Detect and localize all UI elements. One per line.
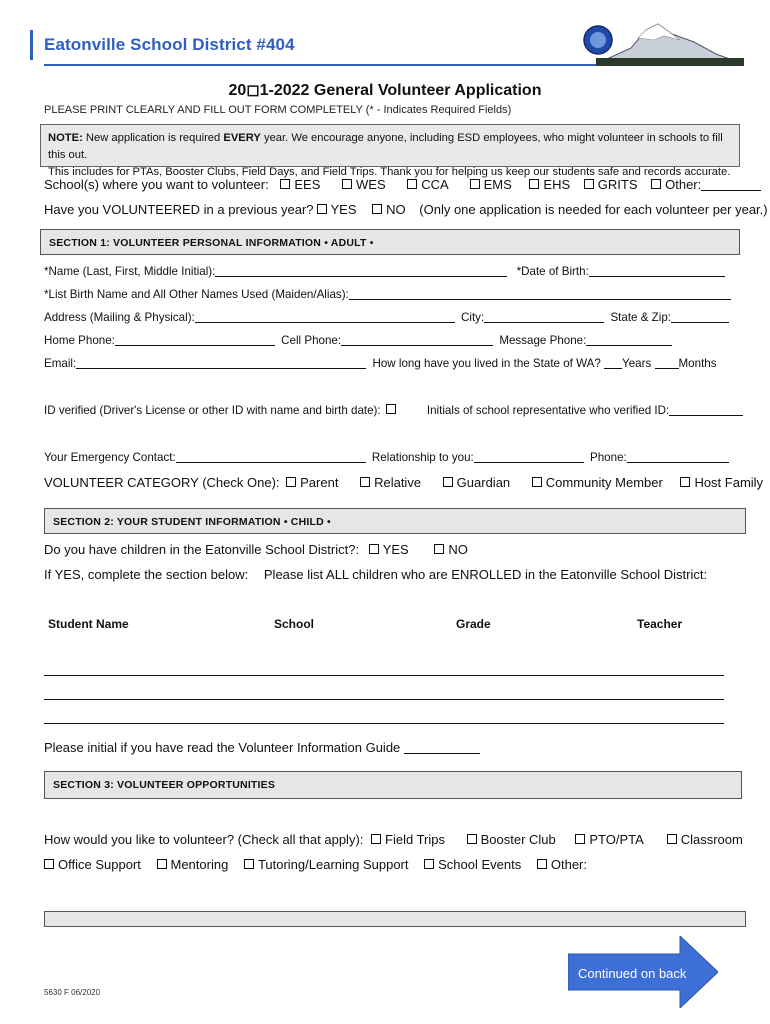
note-label: NOTE: [48,132,83,144]
relationship-label: Relationship to you: [371,451,474,464]
guide-initial-field[interactable] [404,742,480,754]
address-field[interactable] [195,311,455,323]
student-line-1[interactable] [44,675,724,676]
label-ehs: EHS [543,177,571,192]
label-guardian: Guardian [456,475,511,490]
form-number: 5630 F 06/2020 [44,988,101,997]
email-row [44,357,717,370]
label-ems: EMS [483,177,512,192]
label-other-school: Other: [665,177,702,192]
email-field[interactable] [76,357,366,369]
continued-on-back: Continued on back [578,966,687,981]
label-ees: EES [294,177,321,192]
years-label: Years [622,357,652,370]
cell-phone-field[interactable] [341,334,493,346]
section-2-header: SECTION 2: YOUR STUDENT INFORMATION • CHILD • [44,508,746,534]
birth-name-label: *List Birth Name and All Other Names Used (Maiden/Alias): [44,288,349,301]
name-label: *Name (Last, First, Middle Initial): [44,265,216,278]
volunteer-row-1 [44,832,743,847]
city-label: City: [461,311,485,324]
section-3-header: SECTION 3: VOLUNTEER OPPORTUNITIES [44,771,742,799]
emergency-row [44,451,729,464]
category-label: VOLUNTEER CATEGORY (Check One): [44,475,280,490]
label-children-no: NO [448,542,468,557]
label-relative: Relative [374,475,422,490]
address-label: Address (Mailing & Physical): [44,311,195,324]
message-phone-field[interactable] [586,334,672,346]
previous-question: Have you VOLUNTEERED in a previous year? [44,202,314,217]
dob-field[interactable] [589,265,725,277]
guide-row [44,740,480,755]
home-phone-label: Home Phone: [44,334,115,347]
phones-row [44,334,672,347]
volunteer-question: How would you like to volunteer? (Check all that apply): [44,832,364,847]
checkbox-children-no[interactable] [434,544,444,554]
checkbox-classroom[interactable] [667,834,677,844]
label-office-support: Office Support [58,857,141,872]
state-zip-field[interactable] [671,311,729,323]
checkbox-ees[interactable] [280,179,290,189]
id-verified-label: ID verified (Driver's License or other ID with name and birth date): [44,404,381,417]
checkbox-pto-pta[interactable] [575,834,585,844]
label-wes: WES [356,177,386,192]
form-title: 20◻1-2022 General Volunteer Application [228,82,542,99]
email-label: Email: [44,357,77,370]
checkbox-community-member[interactable] [532,477,542,487]
children-row [44,542,468,557]
checkbox-field-trips[interactable] [371,834,381,844]
checkbox-other-volunteer[interactable] [537,859,547,869]
section-4-header-bar [44,911,746,927]
checkbox-previous-yes[interactable] [317,204,327,214]
note-box [40,124,740,178]
checkbox-grits[interactable] [584,179,594,189]
label-children-yes: YES [382,542,409,557]
checkbox-guardian[interactable] [443,477,453,487]
years-field[interactable] [604,357,622,369]
cell-phone-label: Cell Phone: [281,334,342,347]
checkbox-booster-club[interactable] [467,834,477,844]
checkbox-office-support[interactable] [44,859,54,869]
col-grade: Grade [456,617,491,631]
category-row [44,475,763,490]
checkbox-school-events[interactable] [424,859,434,869]
checkbox-relative[interactable] [360,477,370,487]
home-phone-field[interactable] [115,334,275,346]
label-previous-no: NO [386,202,406,217]
address-row [44,311,729,324]
student-line-3[interactable] [44,723,724,724]
children-question: Do you have children in the Eatonville School District?: [44,542,360,557]
label-pto-pta: PTO/PTA [589,832,644,847]
note-text-a: New application is required [85,132,221,144]
label-tutoring: Tutoring/Learning Support [257,857,409,872]
checkbox-tutoring[interactable] [244,859,254,869]
checkbox-host-family[interactable] [680,477,690,487]
checkbox-ems[interactable] [470,179,480,189]
col-student-name: Student Name [48,617,129,631]
checkbox-cca[interactable] [407,179,417,189]
checkbox-id-verified[interactable] [386,404,396,414]
label-classroom: Classroom [680,832,743,847]
volunteer-row-2 [40,857,587,872]
initials-field[interactable] [669,404,743,416]
checkbox-previous-no[interactable] [372,204,382,214]
district-name: Eatonville School District #404 [44,35,295,54]
emergency-label: Your Emergency Contact: [44,451,176,464]
state-zip-label: State & Zip: [610,311,672,324]
label-cca: CCA [421,177,448,192]
initials-label: Initials of school representative who verified ID: [426,404,670,417]
months-label: Months [678,357,717,370]
form-instructions: PLEASE PRINT CLEARLY AND FILL OUT FORM COMPLETELY (* - Indicates Required Fields) [44,104,512,116]
label-field-trips: Field Trips [385,832,445,847]
label-previous-yes: YES [330,202,357,217]
guide-label: Please initial if you have read the Volunteer Information Guide [44,740,401,755]
if-yes-row [44,567,707,582]
col-teacher: Teacher [637,617,683,631]
label-school-events: School Events [438,857,522,872]
label-community-member: Community Member [545,475,663,490]
note-every: EVERY [223,132,261,144]
dob-label: *Date of Birth: [516,265,589,278]
months-field[interactable] [655,357,679,369]
previous-note: (Only one application is needed for each volunteer per year.) [419,202,768,217]
checkbox-parent[interactable] [286,477,296,487]
label-parent: Parent [300,475,339,490]
checkbox-mentoring[interactable] [157,859,167,869]
note-text-c: year. We encourage anyone, including ESD employees, who might volunteer in schools to fill this out. [48,132,723,161]
section-1-header: SECTION 1: VOLUNTEER PERSONAL INFORMATION • ADULT • [40,229,740,255]
label-host-family: Host Family [694,475,764,490]
name-field[interactable] [215,265,507,277]
city-field[interactable] [484,311,604,323]
col-school: School [274,617,315,631]
label-other-volunteer: Other: [550,857,587,872]
label-booster-club: Booster Club [480,832,556,847]
id-row [44,404,743,417]
checkbox-other-school[interactable] [651,179,661,189]
message-phone-label: Message Phone: [499,334,587,347]
checkbox-ehs[interactable] [529,179,539,189]
name-row [44,265,725,278]
list-children-label: Please list ALL children who are ENROLLED in the Eatonville School District: [263,567,708,582]
emergency-phone-field[interactable] [627,451,729,463]
checkbox-wes[interactable] [342,179,352,189]
relationship-field[interactable] [474,451,584,463]
if-yes-label: If YES, complete the section below: [44,567,249,582]
district-mountain-logo [576,20,744,66]
emergency-field[interactable] [176,451,366,463]
label-grits: GRITS [597,177,638,192]
note-line-2: This includes for PTAs, Booster Clubs, Field Days, and Field Trips. Thank you for helping us keep our students safe and records accurate. [48,166,731,178]
previous-row [44,202,768,217]
birth-name-field[interactable] [349,288,731,300]
other-school-field[interactable] [701,179,761,191]
header-accent-bar [30,30,33,60]
label-mentoring: Mentoring [170,857,229,872]
birth-name-row [44,288,731,301]
schools-row [44,177,761,192]
checkbox-children-yes[interactable] [369,544,379,554]
schools-question: School(s) where you want to volunteer: [44,177,269,192]
student-line-2[interactable] [44,699,724,700]
lived-label: How long have you lived in the State of WA? [372,357,601,370]
emergency-phone-label: Phone: [590,451,627,464]
